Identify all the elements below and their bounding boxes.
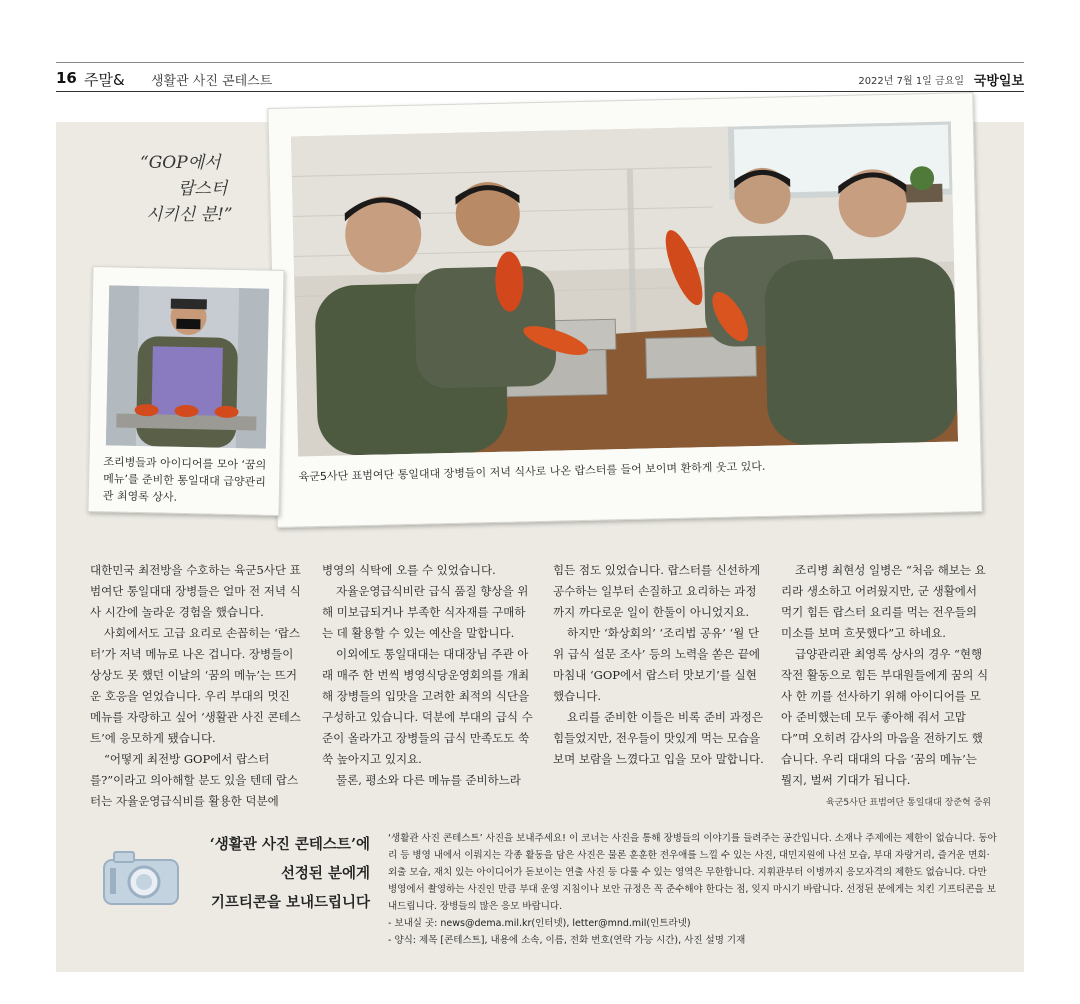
paragraph: 하지만 ‘화상회의’ ‘조리법 공유’ ‘월 단위 급식 설문 조사’ 등의 노력을 쏟은 끝에 마침내 ‘GOP에서 랍스터 맛보기’를 실현했습니다. — [553, 626, 760, 703]
promo-title-line: 기프티콘을 보내드립니다 — [210, 894, 370, 911]
author-byline: 육군5사단 표범여단 통일대대 장준혁 중위 — [826, 798, 991, 808]
newspaper-name: 국방일보 — [973, 74, 1024, 89]
header-bottom-rule — [56, 91, 1024, 92]
paragraph: 자율운영급식비란 급식 품질 향상을 위해 미보급되거나 부족한 식자재를 구매하는 데 활용할 수 있는 예산을 말합니다. — [322, 584, 529, 640]
quote-line-2: 랍스터 — [178, 179, 228, 199]
paragraph: 병영의 식탁에 오를 수 있었습니다. — [322, 563, 496, 577]
article-column-3 — [553, 560, 765, 770]
main-photo — [291, 122, 958, 457]
page-header — [56, 62, 1024, 92]
soldiers-lobster-illustration — [291, 122, 958, 457]
quote-line-3: 시키신 분!” — [146, 205, 233, 225]
article-column-1 — [90, 560, 302, 812]
secondary-photo-caption: 조리병들과 아이디어를 모아 ‘꿈의 메뉴’를 준비한 통일대대 급양관리관 최영록 상사. — [102, 455, 267, 504]
paragraph: 대한민국 최전방을 수호하는 육군5사단 표범여단 통일대대 장병들은 얼마 전 저녁 식사 시간에 놀라운 경험을 했습니다. — [90, 563, 301, 619]
promo-title-line: ‘생활관 사진 콘테스트’에 — [209, 836, 370, 853]
camera-icon — [100, 848, 182, 908]
secondary-photo-frame — [87, 266, 284, 516]
article-column-4 — [781, 560, 991, 808]
promo-body — [388, 830, 998, 949]
main-photo-frame — [267, 92, 982, 528]
paragraph: 힘든 점도 있었습니다. 랍스터를 신선하게 공수하는 일부터 손질하고 요리하는 과정까지 까다로운 일이 한둘이 아니었지요. — [553, 563, 761, 619]
cook-lobster-illustration — [106, 285, 269, 448]
paragraph: 물론, 평소와 다른 메뉴를 준비하느라 — [336, 773, 521, 787]
promo-format-info: - 양식: 제목 [콘테스트], 내용에 소속, 이름, 전화 번호(연락 가능 시간), 사진 설명 기재 — [388, 935, 746, 946]
secondary-photo — [106, 285, 269, 448]
paragraph: 사회에서도 고급 요리로 손꼽히는 ‘랍스터’가 저녁 메뉴로 나온 겁니다. 장병들이 상상도 못 했던 이날의 ‘꿈의 메뉴’는 뜨거운 호응을 얻었습니다. 우리 부대의 멋진 메뉴를 자랑하고 싶어 ‘생활관 사진 콘테스트’에 응모하게 됐습니다. — [90, 626, 301, 745]
main-photo-caption: 육군5사단 표범여단 통일대대 장병들이 저녁 식사로 나온 랍스터를 들어 보이며 환하게 웃고 있다. — [298, 459, 766, 484]
promo-title-line: 선정된 분에게 — [280, 865, 370, 882]
article-column-2 — [322, 560, 534, 791]
handwritten-quote — [140, 150, 260, 228]
paragraph: “어떻게 최전방 GOP에서 랍스터를?”이라고 의아해할 분도 있을 텐데 랍스터는 자율운영급식비를 활용한 덕분에 — [90, 752, 299, 808]
column-name: 생활관 사진 콘테스트 — [151, 74, 273, 89]
paragraph: 급양관리관 최영록 상사의 경우 “현행 작전 활동으로 힘든 부대원들에게 꿈의 식사 한 끼를 선사하기 위해 아이디어를 모아 준비했는데 모두 좋아해 줘서 고맙다”며 오히려 감사의 마음을 전하기도 했습니다. 우리 대대의 다음 ‘꿈의 메뉴’는 뭘지, 벌써 기대가 됩니다. — [781, 647, 989, 787]
issue-date: 2022년 7월 1일 금요일 — [858, 76, 964, 87]
promo-description: ‘생활관 사진 콘테스트’ 사진을 보내주세요! 이 코너는 사진을 통해 장병들의 이야기를 들려주는 공간입니다. 소재나 주제에는 제한이 없습니다. 동아리 등 병영 내에서 이뤄지는 각종 활동을 담은 사진은 물론 훈훈한 전우애를 느낄 수 있는 사진, 대민지원에 나선 모습, 부대 자랑거리, 즐거운 면회·외출 모습, 재치 있는 아이디어가 돋보이는 연출 사진 등 다룰 수 있는 영역은 무한합니다. 지휘관부터 이병까지 응모자격의 제한도 없습니다. 다만 병영에서 촬영하는 사진인 만큼 부대 운영 지침이나 보안 규정은 꼭 준수해야 한다는 점, 잊지 마시기 바랍니다. 선정된 분에게는 치킨 기프티콘을 보내드립니다. 장병들의 많은 응모 바랍니다. — [388, 833, 997, 912]
promo-title — [190, 830, 370, 917]
page-number: 16 — [56, 69, 77, 87]
header-top-rule — [56, 62, 1024, 63]
paragraph: 이외에도 통일대대는 대대장님 주관 아래 매주 한 번씩 병영식당운영회의를 개최해 장병들의 입맛을 고려한 최적의 식단을 구성하고 있습니다. 덕분에 부대의 급식 수준이 올라가고 장병들의 급식 만족도도 쑥쑥 높아지고 있지요. — [322, 647, 533, 766]
section-name: 주말& — [84, 71, 125, 89]
paragraph: 요리를 준비한 이들은 비록 준비 과정은 힘들었지만, 전우들이 맛있게 먹는 모습을 보며 보람을 느꼈다고 입을 모아 말합니다. — [553, 710, 764, 766]
paragraph: 조리병 최현성 일병은 “처음 해보는 요리라 생소하고 어려웠지만, 군 생활에서 먹기 힘든 랍스터 요리를 먹는 전우들의 미소를 보며 흐뭇했다”고 하네요. — [781, 563, 986, 640]
quote-line-1: “GOP에서 — [140, 153, 221, 173]
promo-email-info: - 보내실 곳: news@dema.mil.kr(인터넷), letter@mnd.mil(인트라넷) — [388, 918, 691, 929]
